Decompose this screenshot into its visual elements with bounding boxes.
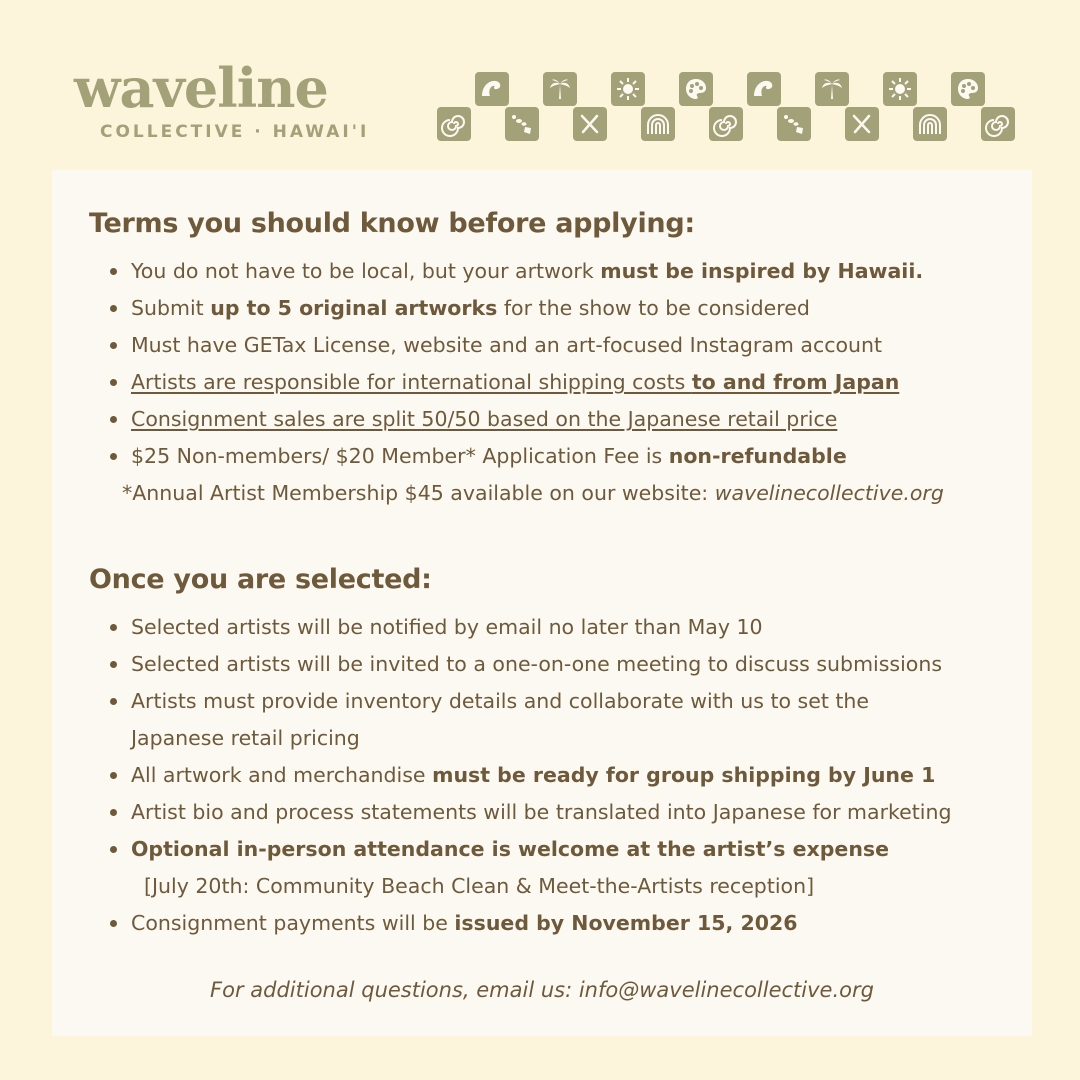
list-item bbox=[89, 438, 1019, 475]
membership-note bbox=[89, 475, 1019, 512]
list-item bbox=[89, 401, 1019, 438]
palm-tree-icon bbox=[815, 72, 849, 106]
item-text: $25 Non-members/ $20 Member* Application Fee is bbox=[131, 444, 669, 468]
palette-icon bbox=[951, 72, 985, 106]
list-item bbox=[89, 364, 1019, 401]
terms-section bbox=[89, 208, 1019, 512]
terms-list bbox=[89, 253, 1019, 475]
rainbow-icon bbox=[641, 107, 675, 141]
website-link[interactable]: wavelinecollective.org bbox=[714, 481, 944, 505]
item-text: Must have GETax License, website and an art-focused Instagram account bbox=[131, 333, 883, 357]
decorative-tiles bbox=[437, 72, 1027, 144]
spiral-icon bbox=[437, 107, 471, 141]
selected-section bbox=[89, 564, 1019, 942]
rainbow-icon bbox=[913, 107, 947, 141]
palm-tree-icon bbox=[543, 72, 577, 106]
logo-wordmark: waveline bbox=[74, 56, 328, 120]
header bbox=[0, 0, 1080, 170]
list-item bbox=[89, 327, 1019, 364]
palette-icon bbox=[679, 72, 713, 106]
content-panel bbox=[52, 170, 1032, 1036]
selected-list bbox=[89, 609, 1019, 868]
contact-footer[interactable]: For additional questions, email us: info@wavelinecollective.org bbox=[210, 978, 874, 1002]
islands-icon bbox=[777, 107, 811, 141]
sun-icon bbox=[883, 72, 917, 106]
list-item bbox=[89, 905, 1019, 942]
list-item bbox=[89, 646, 1019, 683]
logo[interactable] bbox=[74, 52, 414, 142]
list-item bbox=[89, 253, 1019, 290]
item-emphasis: Optional in-person attendance is welcome at the artist’s expense bbox=[131, 837, 890, 861]
item-emphasis: issued by November 15, 2026 bbox=[454, 911, 798, 935]
spiral-icon bbox=[981, 107, 1015, 141]
list-item bbox=[89, 757, 1019, 794]
item-text: Submit bbox=[131, 296, 211, 320]
note-text: *Annual Artist Membership $45 available on our website: bbox=[122, 481, 715, 505]
item-text-continued: Japanese retail pricing bbox=[131, 726, 360, 750]
item-emphasis: must be inspired by Hawaii. bbox=[600, 259, 924, 283]
list-item bbox=[89, 683, 1019, 757]
item-text: All artwork and merchandise bbox=[131, 763, 433, 787]
list-item bbox=[89, 831, 1019, 868]
selected-list-continued bbox=[89, 905, 1019, 942]
item-text: for the show to be considered bbox=[497, 296, 810, 320]
wave-icon bbox=[747, 72, 781, 106]
logo-tagline: COLLECTIVE · HAWAI'I bbox=[100, 122, 370, 142]
sun-icon bbox=[611, 72, 645, 106]
item-text: You do not have to be local, but your artwork bbox=[131, 259, 601, 283]
list-item bbox=[89, 794, 1019, 831]
list-item bbox=[89, 290, 1019, 327]
brushes-icon bbox=[845, 107, 879, 141]
item-text: Consignment sales are split 50/50 based on the Japanese retail price bbox=[131, 407, 838, 431]
item-emphasis: non-refundable bbox=[668, 444, 847, 468]
brushes-icon bbox=[573, 107, 607, 141]
item-text: Selected artists will be notified by email no later than May 10 bbox=[131, 615, 763, 639]
item-text: Artists must provide inventory details and collaborate with us to set the bbox=[131, 689, 870, 713]
item-text: Consignment payments will be bbox=[131, 911, 455, 935]
item-emphasis: must be ready for group shipping by June 1 bbox=[432, 763, 936, 787]
islands-icon bbox=[505, 107, 539, 141]
item-text: Artist bio and process statements will be translated into Japanese for marketing bbox=[131, 800, 952, 824]
item-emphasis: to and from Japan bbox=[691, 370, 900, 394]
terms-heading: Terms you should know before applying: bbox=[89, 208, 695, 239]
item-text: Artists are responsible for international shipping costs bbox=[131, 370, 692, 394]
event-details: [July 20th: Community Beach Clean & Meet-the-Artists reception] bbox=[144, 874, 815, 898]
list-item bbox=[89, 609, 1019, 646]
item-text: Selected artists will be invited to a one-on-one meeting to discuss submissions bbox=[131, 652, 943, 676]
spiral-icon bbox=[709, 107, 743, 141]
item-emphasis: up to 5 original artworks bbox=[210, 296, 498, 320]
wave-icon bbox=[475, 72, 509, 106]
selected-heading: Once you are selected: bbox=[89, 564, 432, 595]
